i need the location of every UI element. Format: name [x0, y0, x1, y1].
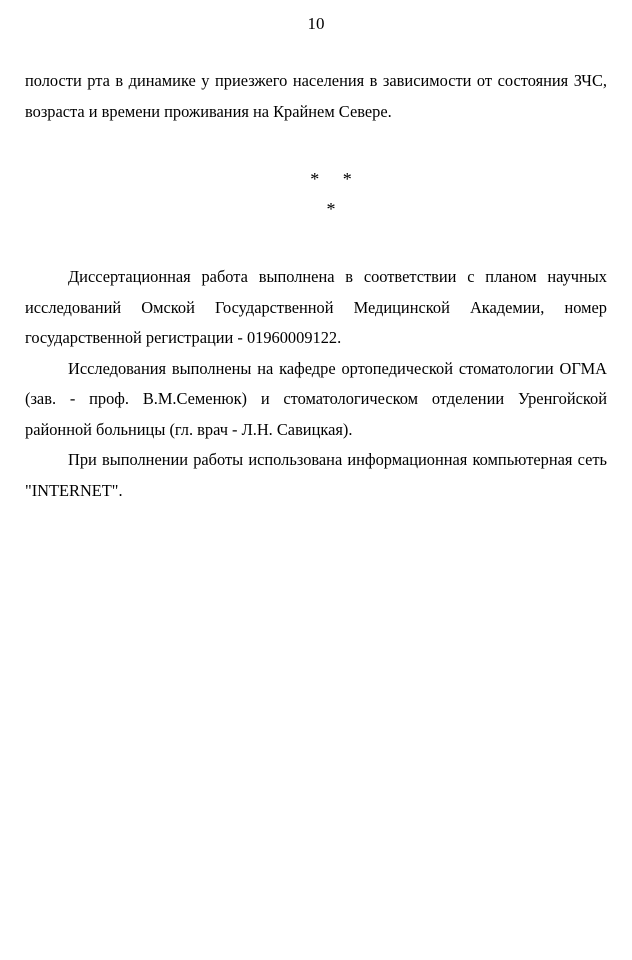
asterisk-bottom: *: [326, 199, 336, 219]
asterisk-separator: [25, 164, 607, 224]
internet-paragraph: При выполнении работы использована информационная компьютерная сеть "INTERNET".: [25, 450, 607, 500]
acknowledgements-section: [25, 262, 607, 506]
page-number: 10: [307, 14, 325, 33]
asterisk-row-top: [55, 164, 607, 194]
department-paragraph: Исследования выполнены на кафедре ортопедической стоматологии ОГМА (зав. - проф. В.М.Семенюк) и стоматологическом отделении Уренгойской районной больницы (гл. врач - Л.Н. Савицкая).: [25, 358, 607, 439]
page-body: [25, 66, 607, 506]
continuation-paragraph: полости рта в динамике у приезжего населения в зависимости от состояния ЗЧС, возраста и времени проживания на Крайнем Севере.: [25, 71, 607, 121]
asterisk-row-bottom: [55, 194, 607, 224]
asterisk-right: *: [342, 169, 352, 189]
registration-paragraph: Диссертационная работа выполнена в соответствии с планом научных исследований Омской Государственной Медицинской Академии, номер государственной регистрации - 01960009122.: [25, 267, 607, 347]
asterisk-left: *: [310, 169, 320, 189]
